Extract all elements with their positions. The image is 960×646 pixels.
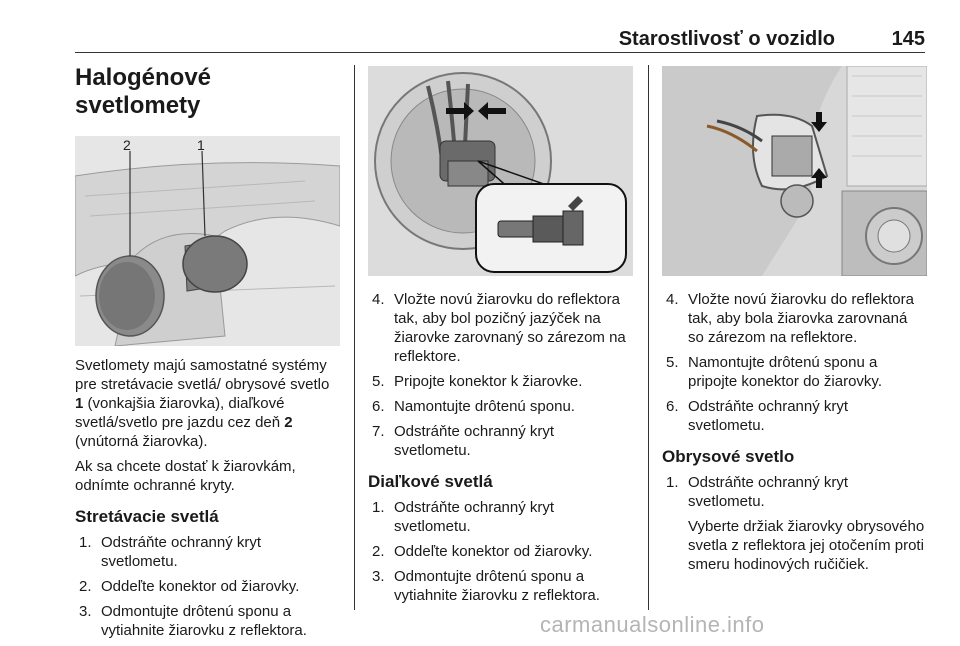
column-divider <box>354 65 355 610</box>
list-item <box>662 473 927 574</box>
step-number: 1. <box>666 474 679 491</box>
watermark: carmanualsonline.info <box>540 612 765 637</box>
intro-ref-1: 1 <box>75 395 84 412</box>
intro-text: (vnútorná žiarovka). <box>75 433 208 450</box>
bulb-install-illustration <box>368 66 633 276</box>
step-number: 6. <box>372 398 385 415</box>
step-text: Vložte novú žiarovku do reflektora tak, aby bol pozičný jazýček na žiarovke zarovnaný so zárezom na reflektore. <box>394 291 626 365</box>
step-list <box>368 290 633 460</box>
header-rule <box>75 52 925 53</box>
step-text: Odstráňte ochranný kryt svetlometu. <box>688 474 849 510</box>
column-divider <box>648 65 649 610</box>
step-number: 7. <box>372 423 385 440</box>
page-header <box>75 28 925 52</box>
step-number: 1. <box>79 534 92 551</box>
step-number: 4. <box>372 291 385 308</box>
intro-text: Svetlomety majú samostatné systémy pre stretávacie svetlá/ obrysové svetlo <box>75 357 330 393</box>
column-3 <box>662 60 927 580</box>
step-text: Oddeľte konektor od žiarovky. <box>101 578 300 595</box>
list-item <box>368 542 633 561</box>
step-text: Oddeľte konektor od žiarovky. <box>394 543 593 560</box>
column-1 <box>75 60 340 646</box>
intro-ref-2: 2 <box>284 414 293 431</box>
list-item <box>368 397 633 416</box>
section-heading-low-beam: Stretávacie svetlá <box>75 507 219 526</box>
step-list <box>368 498 633 605</box>
page-number: 145 <box>891 28 925 50</box>
list-item <box>662 290 927 347</box>
step-text: Odstráňte ochranný kryt svetlometu. <box>101 534 262 570</box>
step-text: Odmontujte drôtenú sponu a vytiahnite žiarovku z reflektora. <box>394 568 600 604</box>
column-2 <box>368 60 633 611</box>
section-heading-position-light: Obrysové svetlo <box>662 447 795 466</box>
step-text: Odstráňte ochranný kryt svetlometu. <box>394 499 555 535</box>
step-number: 2. <box>372 543 385 560</box>
list-item <box>368 422 633 460</box>
list-item <box>75 577 340 596</box>
list-item <box>75 602 340 640</box>
section-heading-high-beam: Diaľkové svetlá <box>368 472 493 491</box>
step-subtext: Vyberte držiak žiarovky obrysového svetla z reflektora jej otočením proti smeru hodinových ručičiek. <box>688 518 925 573</box>
step-list <box>662 473 927 574</box>
step-list <box>662 290 927 435</box>
intro-paragraph-2: Ak sa chcete dostať k žiarovkám, odnímte ochranné kryty. <box>75 458 296 494</box>
step-number: 6. <box>666 398 679 415</box>
step-number: 3. <box>79 603 92 620</box>
figure-label-1: 1 <box>197 137 205 153</box>
step-text: Namontujte drôtenú sponu. <box>394 398 575 415</box>
step-text: Pripojte konektor k žiarovke. <box>394 373 583 390</box>
step-number: 1. <box>372 499 385 516</box>
page-title: Halogénové svetlomety <box>75 64 212 119</box>
step-text: Namontujte drôtenú sponu a pripojte konektor do žiarovky. <box>688 354 882 390</box>
step-number: 5. <box>372 373 385 390</box>
bulb-install-drawing <box>368 66 633 276</box>
figure-label-2: 2 <box>123 137 131 153</box>
step-text: Odstráňte ochranný kryt svetlometu. <box>394 423 555 459</box>
list-item <box>662 353 927 391</box>
step-list <box>75 533 340 640</box>
step-number: 5. <box>666 354 679 371</box>
list-item <box>368 372 633 391</box>
step-text: Vložte novú žiarovku do reflektora tak, aby bola žiarovka zarovnaná so zárezom na reflektore. <box>688 291 914 346</box>
step-number: 4. <box>666 291 679 308</box>
list-item <box>368 567 633 605</box>
headlamp-drawing <box>75 136 340 346</box>
step-text: Odstráňte ochranný kryt svetlometu. <box>688 398 849 434</box>
step-number: 3. <box>372 568 385 585</box>
step-text: Odmontujte drôtenú sponu a vytiahnite žiarovku z reflektora. <box>101 603 307 639</box>
header-title: Starostlivosť o vozidlo <box>618 28 835 50</box>
step-number: 2. <box>79 578 92 595</box>
bulb-clip-illustration <box>662 66 927 276</box>
list-item <box>662 397 927 435</box>
intro-paragraph <box>75 356 340 451</box>
headlamp-illustration <box>75 136 340 346</box>
list-item <box>368 290 633 366</box>
bulb-clip-drawing <box>662 66 927 276</box>
list-item <box>75 533 340 571</box>
intro-text: (vonkajšia žiarovka), diaľkové svetlá/svetlo pre jazdu cez deň <box>75 395 285 431</box>
list-item <box>368 498 633 536</box>
